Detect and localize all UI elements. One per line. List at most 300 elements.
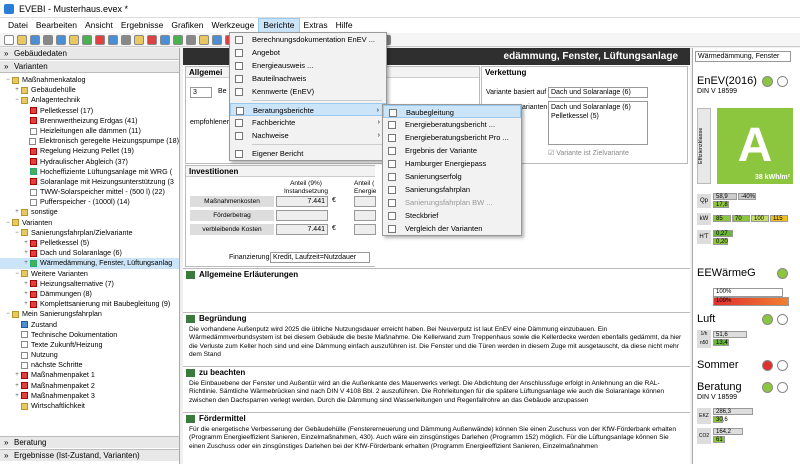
tree-toggle-icon[interactable]: + — [24, 280, 28, 287]
menu-item[interactable] — [383, 144, 521, 157]
tree-item[interactable] — [0, 381, 179, 391]
menu-item[interactable] — [230, 103, 386, 116]
tree-item-label: Komplettsanierung mit Baubegleitung (9) — [40, 299, 171, 309]
enev-section — [693, 74, 800, 181]
tree-item[interactable] — [0, 207, 179, 217]
col2-label: Anteil ( — [354, 180, 375, 187]
menu-item-icon — [235, 150, 243, 158]
menu-item[interactable] — [230, 46, 386, 59]
eewaermeg-dot — [777, 268, 788, 279]
variante-basiert-select[interactable]: Dach und Solaranlage (6) — [548, 87, 648, 98]
menu-item-icon — [388, 160, 396, 168]
tree-node-icon — [29, 138, 36, 145]
section-panel — [183, 412, 690, 464]
menu-item[interactable] — [383, 131, 521, 144]
submenu-arrow-icon: › — [377, 119, 380, 126]
tree-item[interactable] — [0, 391, 179, 401]
recommended-label: empfohlener — [190, 119, 229, 126]
section-heading[interactable]: Allgemeine Erläuterungen — [183, 269, 690, 281]
invest-unit: € — [332, 225, 336, 232]
sommer-empty-dot — [777, 360, 788, 371]
invest-value-field[interactable]: 7.441 — [276, 196, 328, 207]
menu-item[interactable] — [383, 222, 521, 235]
tree-item[interactable] — [0, 167, 179, 177]
menu-item-icon — [388, 147, 396, 155]
menu-extras[interactable]: Extras — [303, 20, 328, 30]
toolbar-icon[interactable] — [147, 35, 157, 45]
menu-item-label: Ergebnis der Variante — [405, 146, 477, 155]
tree-node-icon — [21, 352, 28, 359]
tree-node-icon — [30, 117, 37, 124]
tree-item[interactable] — [0, 309, 179, 319]
ht-bar-ist: 0,27 — [713, 230, 733, 237]
tree-toggle-icon[interactable]: + — [15, 382, 19, 389]
tree-node-icon — [30, 189, 37, 196]
variante-basiert-label: Variante basiert auf — [486, 89, 547, 96]
menu-werkzeuge[interactable]: Werkzeuge — [211, 20, 255, 30]
verkettung-heading: Verkettung — [482, 67, 687, 78]
menu-item-icon — [388, 134, 396, 142]
tree-item-label: Brennwertheizung Erdgas (41) — [40, 115, 138, 125]
col-instandsetzung — [276, 180, 336, 196]
tree-node-icon — [12, 219, 19, 226]
toolbar-icon[interactable] — [199, 35, 209, 45]
section-text[interactable]: Die vorhandene Außenputz wird 2025 die übliche Nutzungsdauer erreicht haben. Bei Neuverputz ist laut EnEV eine Dämmung einzubauen. Ein Wärmedämmverbundsystem ist bei diesem Gebäude die beste Maßnahme. Die Kellerwand zum Treppenhaus sowie die Kellerdecke werden ebenfalls gedämmt, da hier die Verluste zum Keller hoch sind und eine Dämmung einfach auszuführen ist. Die Fenster und die Türen werden in diesem Zuge mit ausgetauscht, da diese nicht mehr dem Stand — [189, 326, 682, 358]
tree-node-icon — [21, 372, 28, 379]
kw-bar: 85 — [713, 215, 731, 222]
menu-ergebnisse[interactable]: Ergebnisse — [120, 20, 164, 30]
menu-bearbeiten[interactable]: Bearbeiten — [35, 20, 77, 30]
menu-item-icon — [235, 36, 243, 44]
luft-unit-label: 1/h n50 — [697, 330, 711, 348]
ekz-label: EKZ — [697, 408, 711, 424]
tree-node-icon — [21, 229, 28, 236]
tree-item-label: Regelung Heizung Pellet (19) — [40, 146, 134, 156]
enev-norm: DIN V 18599 — [697, 88, 738, 95]
sidebar-header-gebaeudedaten[interactable]: » Gebäudedaten — [0, 48, 179, 60]
toolbar-icon[interactable] — [30, 35, 40, 45]
tree-toggle-icon[interactable]: − — [6, 219, 10, 226]
co2-bar-ist: 164,2 — [713, 428, 743, 435]
tree-item[interactable] — [0, 340, 179, 350]
menu-item[interactable] — [383, 170, 521, 183]
tree-item[interactable] — [0, 126, 179, 136]
tree-item[interactable] — [0, 85, 179, 95]
menu-berichte[interactable]: Berichte — [258, 18, 299, 33]
ht-bar-neu: 0,20 — [713, 238, 728, 245]
section-text[interactable] — [183, 281, 690, 309]
menu-hilfe[interactable]: Hilfe — [335, 20, 353, 30]
kw-bar: 115 — [770, 215, 788, 222]
tree-item[interactable] — [0, 330, 179, 340]
toolbar-icon[interactable] — [82, 35, 92, 45]
menu-item-icon — [235, 88, 243, 96]
sidebar — [0, 48, 180, 464]
tree-node-icon — [21, 270, 28, 277]
tree-item-label: Pelletkessel (5) — [40, 238, 90, 247]
tree-item[interactable] — [0, 238, 179, 248]
menu-item-label: Fachberichte — [252, 118, 296, 127]
menu-item-label: Sanierungserfolg — [405, 172, 462, 181]
finanzierung-label: Finanzierung — [229, 254, 270, 261]
tree-node-icon — [30, 260, 37, 267]
toolbar-icon[interactable] — [134, 35, 144, 45]
invest-energie-field[interactable] — [354, 196, 376, 207]
tree-item-label: Gebäudehülle — [31, 85, 76, 95]
menu-item-label: Nachweise — [252, 131, 289, 140]
tree-item[interactable] — [0, 360, 179, 370]
qp-reduction: -40% — [738, 193, 756, 200]
enev-title: EnEV(2016) — [697, 75, 757, 87]
tree-toggle-icon[interactable]: − — [6, 311, 10, 318]
toolbar-icon[interactable] — [173, 35, 183, 45]
co2-label: CO2 — [697, 428, 711, 444]
toolbar-icon[interactable] — [56, 35, 66, 45]
tree-item-label: Technische Dokumentation — [31, 329, 118, 339]
title-bar — [0, 0, 800, 18]
qp-bar-ist: 58,9 — [713, 193, 737, 200]
menu-item[interactable] — [230, 72, 386, 85]
toolbar-icon[interactable] — [4, 35, 14, 45]
section-heading[interactable]: zu beachten — [183, 367, 690, 379]
menu-item-label: Energieausweis ... — [252, 61, 314, 70]
eewaermeg-bar-ist: 109% — [713, 297, 789, 306]
tree-item-label: Texte Zukunft/Heizung — [31, 339, 103, 349]
tree-toggle-icon[interactable]: + — [24, 240, 28, 246]
menu-item-icon — [388, 121, 396, 129]
menu-item[interactable] — [383, 105, 521, 118]
submenu-arrow-icon: › — [376, 107, 379, 114]
section-panel — [183, 366, 690, 410]
invest-row-label: verbleibende Kosten — [190, 224, 274, 235]
menu-item-icon — [389, 109, 397, 117]
menu-item-icon — [236, 107, 244, 115]
beratung-title: Beratung — [697, 381, 742, 393]
menu-item-label: Energieberatungsbericht ... — [405, 120, 496, 129]
luft-bar-ist: 51,6 — [713, 331, 747, 338]
menu-item-icon — [235, 132, 243, 140]
menu-item-label: Beratungsberichte — [253, 106, 314, 115]
tree-item-label: Wärmedämmung, Fenster, Lüftungsanlag — [40, 258, 173, 268]
tree-item[interactable] — [0, 116, 179, 126]
section-heading[interactable]: Fördermittel — [183, 413, 690, 425]
beratung-empty-dot — [777, 382, 788, 393]
tree-item-label: Zustand — [31, 319, 57, 329]
eewaermeg-title: EEWärmeG — [697, 267, 756, 279]
tree-node-icon — [21, 331, 28, 338]
tree-item[interactable] — [0, 146, 179, 156]
menu-item-icon — [388, 212, 396, 220]
invest-energie-field[interactable] — [354, 210, 376, 221]
kw-bar: 100 — [751, 215, 769, 222]
tree-item-label: Dämmungen (8) — [40, 288, 92, 298]
menu-item-label: Kennwerte (EnEV) — [252, 87, 315, 96]
menu-item[interactable] — [383, 196, 521, 209]
tree-node-icon — [30, 128, 37, 135]
tree-item-label: Nutzung — [31, 350, 58, 360]
tree-node-icon — [30, 158, 37, 165]
tree-item-label: nächste Schritte — [31, 360, 83, 370]
tree-item-label: Maßnahmenpaket 1 — [31, 370, 95, 380]
tree-item[interactable] — [0, 269, 179, 279]
section-heading[interactable]: Begründung — [183, 313, 690, 325]
tree-toggle-icon[interactable]: + — [15, 209, 19, 216]
luft-title: Luft — [697, 313, 716, 325]
tree-item[interactable] — [0, 157, 179, 167]
menu-grafiken[interactable]: Grafiken — [171, 20, 204, 30]
tree-item[interactable] — [0, 248, 179, 258]
tree-node-icon — [12, 77, 19, 84]
variant-tree — [0, 75, 179, 435]
qp-bar-neu: 17,8 — [713, 201, 729, 208]
tree-item[interactable] — [0, 258, 179, 268]
tree-node-icon — [21, 97, 28, 104]
tree-item[interactable] — [0, 106, 179, 116]
section-text[interactable]: Für die energetische Verbesserung der Gebäudehülle (Fenstererneuerung und Dämmung Außenwände) können Sie einen Zuschuss von der KfW-Förderbank erhalten (Programm Energieeffizient Sanieren, Einzelmaßnahmen, 430). Auch wäre ein zinsgünstiges Darlehen (Programm 152) möglich. Für die Lüftungsanlage können Sie einen Zuschuss oder ein zinsgünstiges Darlehen bei der KfW-Förderbank erhalten (Programm Energieeffizient Sanieren, Einzelmaßnahmen — [189, 426, 677, 450]
menu-item[interactable] — [230, 129, 386, 142]
tree-node-icon — [21, 321, 28, 328]
ekz-bar-ist: 286,3 — [713, 408, 753, 415]
tree-item-label: Maßnahmenpaket 2 — [31, 380, 95, 390]
tree-node-icon — [21, 362, 28, 369]
beratung-norm: DIN V 18599 — [697, 394, 738, 401]
tree-item-label: Wirtschaftlichkeit — [31, 401, 85, 410]
menu-item[interactable] — [230, 116, 386, 129]
tree-item-label: sonstige — [31, 207, 58, 217]
toolbar-icon[interactable] — [43, 35, 53, 45]
tree-item-label: Hydraulischer Abgleich (37) — [40, 156, 128, 166]
tree-node-icon — [21, 341, 28, 348]
eewaermeg-bar-req: 100% — [713, 288, 783, 297]
toolbar-icon[interactable] — [212, 35, 222, 45]
co2-bar-neu: 61 — [713, 436, 725, 443]
list-item[interactable]: Dach und Solaranlage (6) — [551, 104, 631, 111]
tree-item-label: Mein Sanierungsfahrplan — [22, 309, 102, 319]
tree-node-icon — [30, 178, 37, 185]
tree-item[interactable] — [0, 75, 179, 85]
toolbar-icon[interactable] — [160, 35, 170, 45]
tree-item[interactable] — [0, 228, 179, 238]
toolbar-icon[interactable] — [95, 35, 105, 45]
menu-ansicht[interactable]: Ansicht — [84, 20, 113, 30]
tree-toggle-icon[interactable]: + — [24, 260, 28, 267]
menu-item-label: Vergleich der Varianten — [405, 224, 483, 233]
tree-item[interactable] — [0, 320, 179, 330]
toolbar-icon[interactable] — [108, 35, 118, 45]
efficiency-axis-label: Effizienzklasse — [697, 108, 711, 184]
menu-item-label: Baubegleitung — [406, 108, 454, 117]
tree-item[interactable] — [0, 370, 179, 380]
tree-toggle-icon[interactable]: − — [6, 77, 10, 83]
tree-item-label: Pelletkessel (17) — [40, 105, 94, 115]
tree-item[interactable] — [0, 401, 179, 411]
tree-item[interactable] — [0, 289, 179, 299]
status-green-dot — [762, 76, 773, 87]
tree-node-icon — [12, 311, 19, 318]
menu-item[interactable] — [230, 59, 386, 72]
tree-toggle-icon[interactable]: + — [24, 301, 28, 308]
zielvariante-checkbox[interactable]: ☑ Variante ist Zielvariante — [548, 150, 629, 157]
tree-toggle-icon[interactable]: − — [15, 97, 19, 104]
eewaermeg-section — [693, 266, 800, 304]
tree-item[interactable] — [0, 95, 179, 105]
tree-item[interactable] — [0, 177, 179, 187]
tree-item[interactable] — [0, 279, 179, 289]
tree-toggle-icon[interactable]: − — [15, 229, 19, 236]
tree-node-icon — [21, 403, 28, 410]
menu-item-label: Sanierungsfahrplan — [405, 185, 471, 194]
tree-item[interactable] — [0, 136, 179, 146]
window-title: EVEBI - Musterhaus.evex * — [19, 3, 129, 14]
berichte-menu — [229, 32, 387, 161]
sidebar-footer-beratung[interactable]: » Beratung — [0, 436, 179, 448]
toolbar-icon[interactable] — [121, 35, 131, 45]
section-panel — [183, 312, 690, 364]
tree-node-icon — [30, 107, 37, 114]
tree-item-label: Hocheffiziente Lüftungsanlage mit WRG ( — [40, 166, 173, 176]
menu-item[interactable] — [383, 183, 521, 196]
investitionen-heading: Investitionen — [186, 166, 375, 177]
tree-node-icon — [21, 392, 28, 399]
varianten-list[interactable] — [548, 101, 648, 145]
tree-item-label: Maßnahmenpaket 3 — [31, 390, 95, 400]
menu-item-icon — [388, 199, 396, 207]
submenu-arrow-icon: › — [377, 132, 380, 139]
invest-unit: € — [332, 197, 336, 204]
menu-item-icon — [235, 75, 243, 83]
luft-green-dot — [762, 314, 773, 325]
tree-item[interactable] — [0, 218, 179, 228]
qp-label: Qp — [697, 194, 711, 208]
tree-node-icon — [21, 209, 28, 216]
beratung-green-dot — [762, 382, 773, 393]
tree-toggle-icon[interactable]: + — [24, 250, 28, 257]
efficiency-class-badge — [717, 108, 793, 184]
kennwerte-section — [693, 192, 800, 262]
menu-item-icon — [235, 62, 243, 70]
tree-item-label: Elektronisch geregelte Heizungspumpe (18) — [39, 136, 179, 146]
menu-item-label: Energieberatungsbericht Pro ... — [405, 133, 509, 142]
tree-node-icon — [30, 148, 37, 155]
menu-item-icon — [235, 119, 243, 127]
tree-item-label: Heizungsalternative (7) — [40, 278, 114, 288]
tree-node-icon — [21, 87, 28, 94]
menu-datei[interactable]: Datei — [8, 20, 28, 30]
tree-node-icon — [30, 199, 37, 206]
tree-item[interactable] — [0, 299, 179, 309]
beratungsberichte-submenu — [382, 104, 522, 236]
efficiency-value: 38 kWh/m² — [754, 174, 790, 181]
menu-separator — [252, 100, 382, 101]
menu-item-icon — [235, 49, 243, 57]
sidebar-footer-ergebnisse[interactable]: » Ergebnisse (Ist-Zustand, Varianten) — [0, 449, 179, 461]
menu-item[interactable] — [230, 33, 386, 46]
allgemein-heading: Allgemei — [186, 67, 479, 78]
menu-item[interactable] — [230, 147, 386, 160]
toolbar-icon[interactable] — [186, 35, 196, 45]
toolbar-icon[interactable] — [69, 35, 79, 45]
kw-bar: 70 — [732, 215, 750, 222]
menu-bar — [0, 18, 800, 33]
zielvariante-label: Variante ist Zielvariante — [556, 150, 629, 157]
tree-item-label: Pufferspeicher - (1000l) (14) — [40, 197, 130, 207]
tree-item-label: Maßnahmenkatalog — [22, 75, 86, 84]
menu-item-label: Eigener Bericht — [252, 149, 304, 158]
efficiency-grade: A — [737, 119, 773, 172]
sidebar-header-varianten[interactable]: » Varianten — [0, 61, 179, 73]
section-panel — [183, 268, 690, 310]
list-item[interactable]: Pelletkessel (5) — [551, 113, 599, 120]
invest-row-label: Maßnahmenkosten — [190, 196, 274, 207]
menu-item-label: Angebot — [252, 48, 280, 57]
tree-item-label: Weitere Varianten — [31, 268, 88, 278]
tree-node-icon — [30, 240, 37, 247]
tree-item[interactable] — [0, 350, 179, 360]
tree-toggle-icon[interactable]: + — [15, 87, 19, 94]
luft-section — [693, 312, 800, 346]
tree-node-icon — [30, 291, 37, 298]
tree-node-icon — [30, 280, 37, 287]
menu-item-label: Sanierungsfahrplan BW ... — [405, 198, 493, 207]
tree-item-label: Varianten — [22, 217, 53, 227]
tree-item-label: Solaranlage mit Heizungsunterstützung (3 — [40, 176, 174, 186]
tree-item[interactable] — [0, 187, 179, 197]
tree-node-icon — [21, 382, 28, 389]
variant-number-field[interactable]: 3 — [190, 87, 212, 98]
tree-item-label: Heizleitungen alle dämmen (11) — [40, 125, 141, 135]
tree-toggle-icon[interactable]: + — [15, 372, 19, 379]
menu-item[interactable] — [383, 209, 521, 222]
tree-item-label: Sanierungsfahrplan/Zielvariante — [31, 227, 133, 237]
variant-select[interactable]: Wärmedämmung, Fenster — [695, 51, 791, 62]
tree-item-label: Anlagentechnik — [31, 95, 81, 105]
invest-row-label: Förderbetrag — [190, 210, 274, 221]
tree-item-label: TWW-Solarspeicher mittel - (500 l) (22) — [40, 187, 165, 197]
toolbar-icon[interactable] — [17, 35, 27, 45]
tree-node-icon — [30, 250, 37, 257]
sommer-red-dot — [762, 360, 773, 371]
menu-item[interactable] — [230, 85, 386, 98]
menu-item[interactable] — [383, 157, 521, 170]
invest-energie-field[interactable] — [354, 224, 376, 235]
col2b-label: Energie — [354, 188, 377, 195]
kw-label: kW — [697, 213, 711, 225]
page-title: edämmung, Fenster, Lüftungsanlage — [183, 48, 690, 65]
varianten-label: arianten — [522, 104, 548, 111]
invest-value-field[interactable]: 7.441 — [276, 224, 328, 235]
invest-value-field[interactable] — [276, 210, 328, 221]
menu-separator — [252, 144, 382, 145]
finanzierung-select[interactable]: Kredit, Laufzeit=Nutzdauer — [270, 252, 370, 263]
menu-item-label: Berechnungsdokumentation EnEV ... — [252, 35, 375, 44]
tree-node-icon — [30, 301, 37, 308]
status-empty-dot — [777, 76, 788, 87]
tree-toggle-icon[interactable]: − — [15, 270, 19, 277]
menu-item-label: Bauteilnachweis — [252, 74, 307, 83]
beratung-section — [693, 380, 800, 443]
tree-toggle-icon[interactable]: + — [24, 290, 28, 297]
investitionen-panel — [185, 165, 375, 267]
section-text[interactable]: Die Einbauebene der Fenster und Außentür wird an die Außenkante des Mauerwerks verlegt. Die Abdichtung der Anschlussfuge erfolgt in Anlehnung an die RAL-Richtlinie. Sämtliche Wärmebrücken sind nach DIN V 4108 Bbl. 2 auszuführen. Die Rohrleitungen für die spätere Lüftungsanlage wie auch die Solaranlage können zwischen den Dachsparren verlegt werden. Durch die Dämmung sind Wasserleitungen und Regenfallrohre an das Gebäude anzupassen — [189, 380, 665, 404]
sommer-title: Sommer — [697, 359, 739, 371]
menu-item-icon — [388, 186, 396, 194]
toolbar — [0, 33, 800, 47]
tree-item[interactable] — [0, 197, 179, 207]
menu-item[interactable] — [383, 118, 521, 131]
tree-toggle-icon[interactable]: + — [15, 392, 19, 399]
menu-item-icon — [388, 225, 396, 233]
menu-item-icon — [388, 173, 396, 181]
